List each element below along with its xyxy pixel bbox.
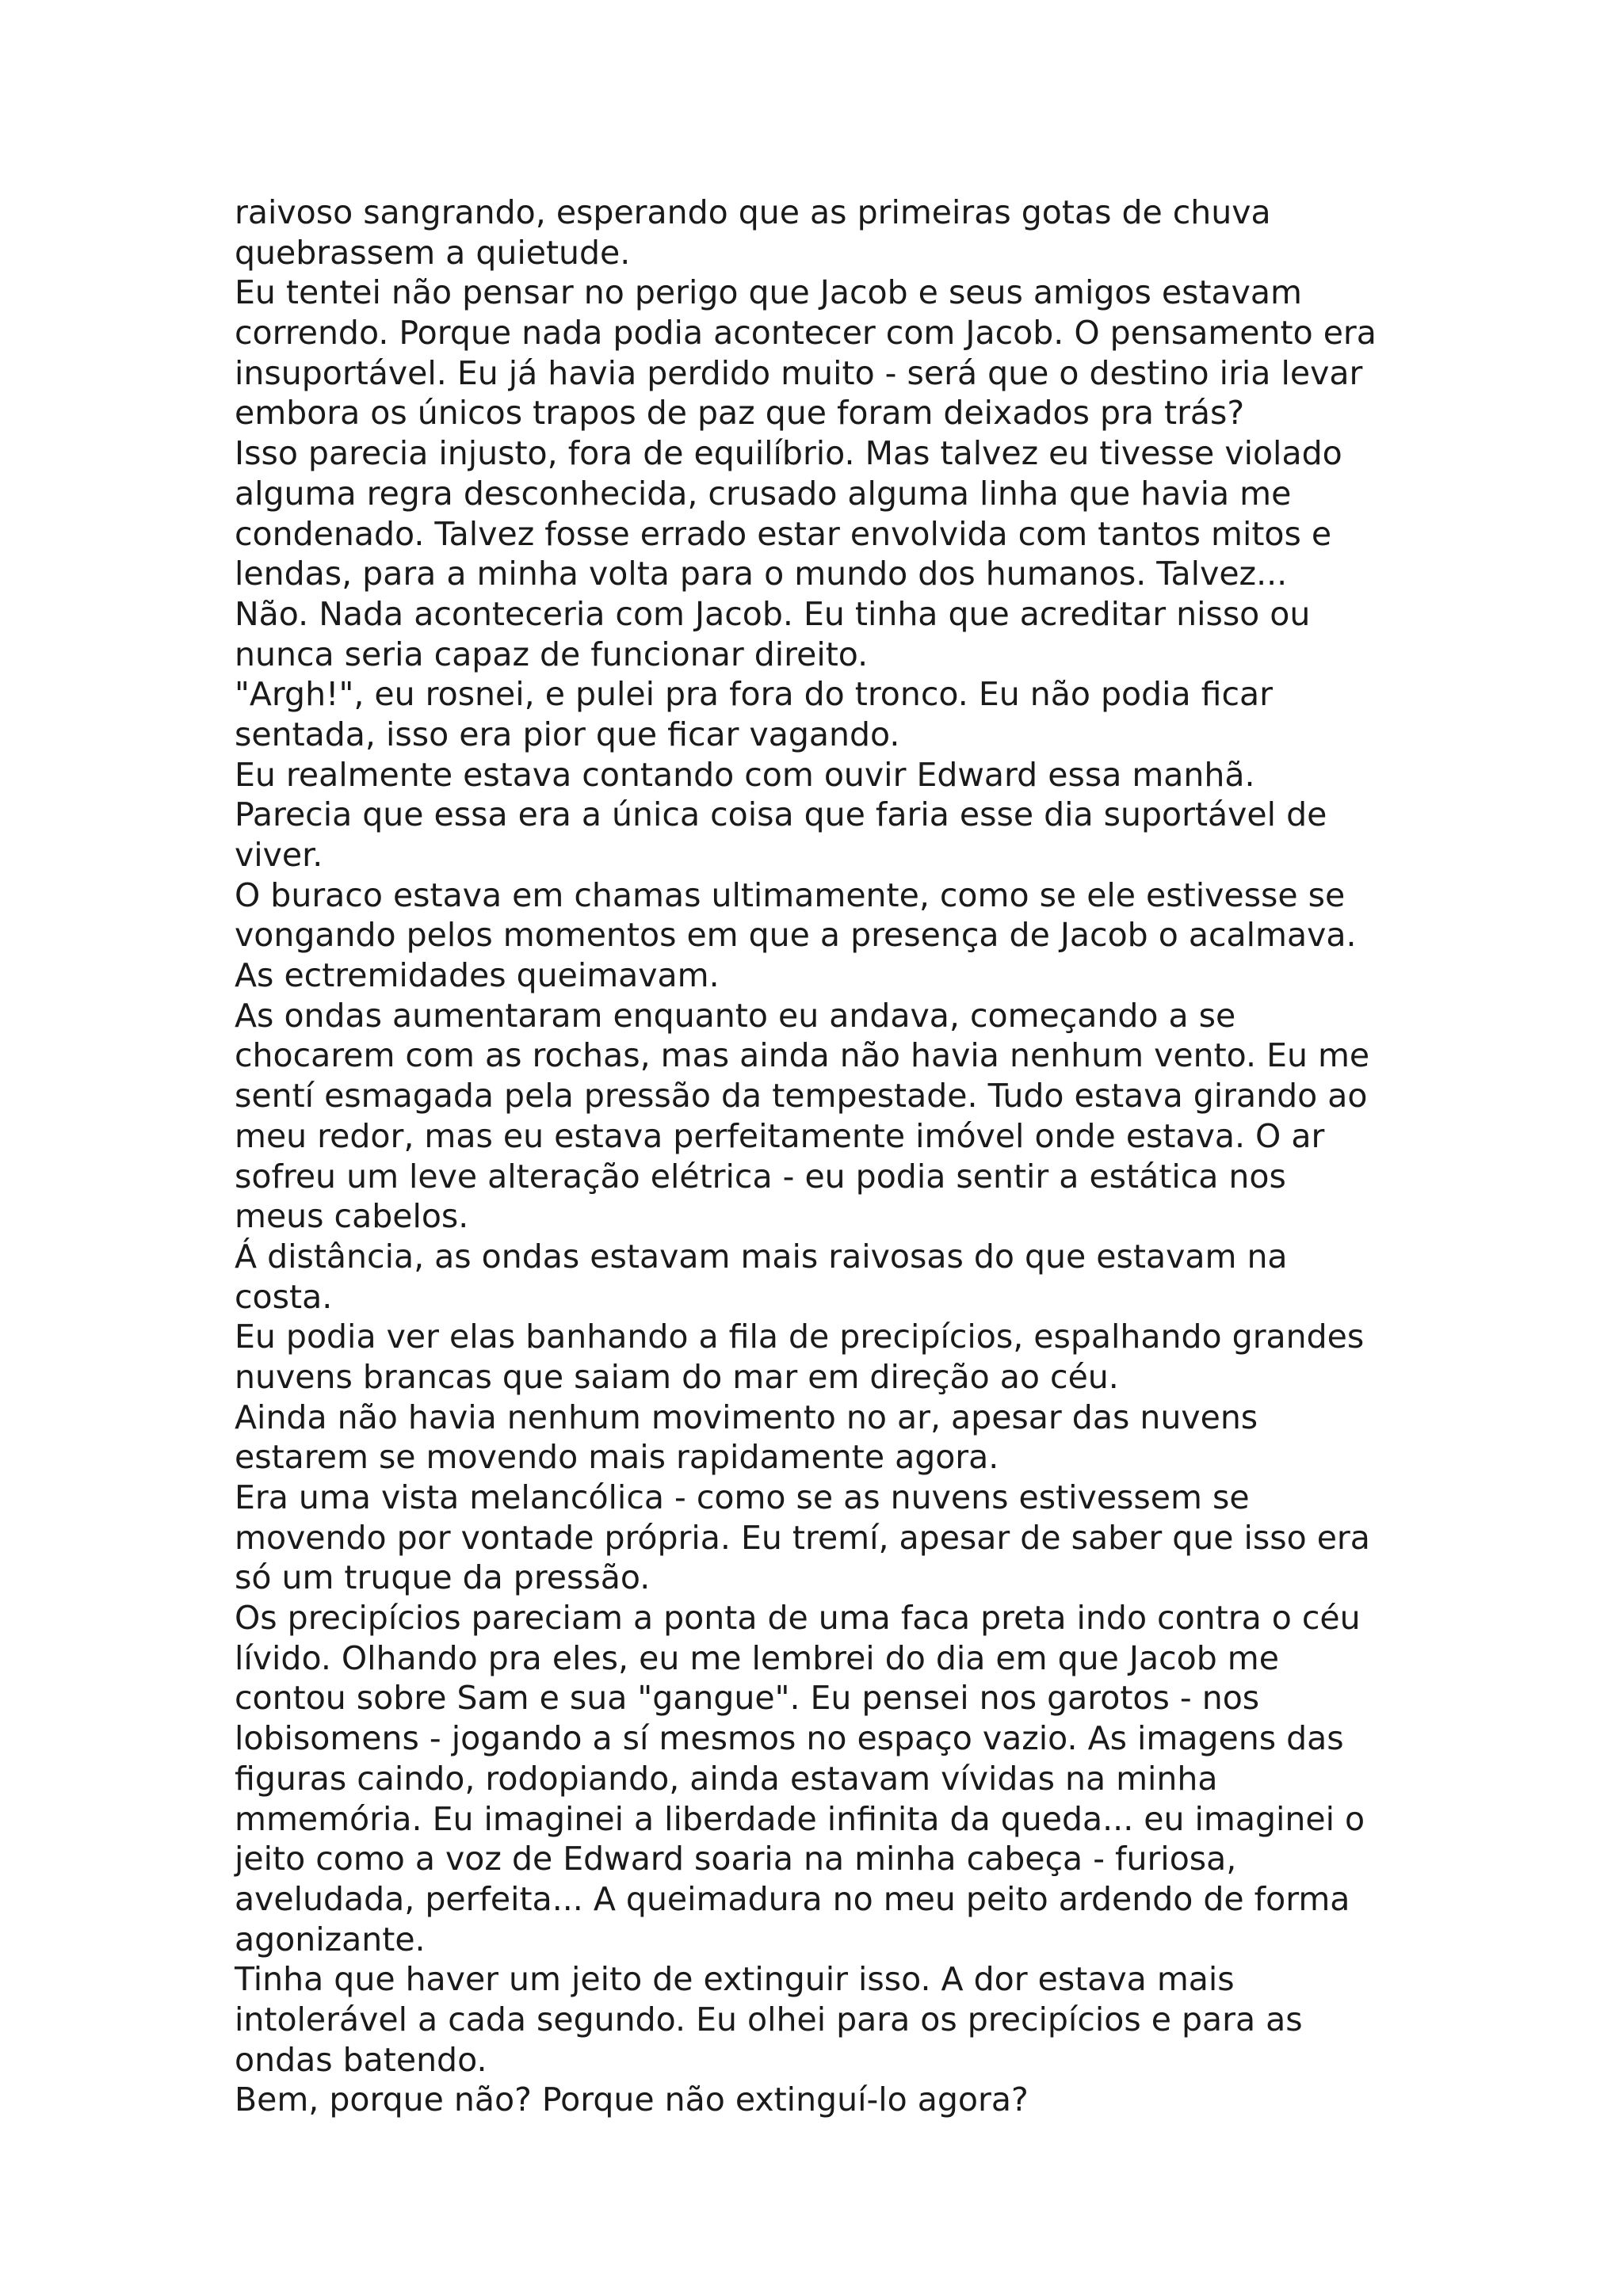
text-line: meus cabelos. — [235, 1197, 469, 1236]
text-line: correndo. Porque nada podia acontecer com Jacob. O pensamento era — [235, 314, 1377, 353]
text-line: Eu tentei não pensar no perigo que Jacob e seus amigos estavam — [235, 273, 1302, 312]
text-line: Era uma vista melancólica - como se as nuvens estivessem se — [235, 1478, 1250, 1516]
text-line: insuportável. Eu já havia perdido muito - será que o destino iria levar — [235, 353, 1363, 392]
text-line: movendo por vontade própria. Eu tremí, apesar de saber que isso era — [235, 1518, 1370, 1557]
text-line: estarem se movendo mais rapidamente agora. — [235, 1438, 999, 1477]
body-text — [235, 193, 1423, 2120]
text-line: quebrassem a quietude. — [235, 233, 631, 272]
text-line: Não. Nada aconteceria com Jacob. Eu tinha que acreditar nisso ou — [235, 594, 1311, 633]
text-line: ondas batendo. — [235, 2040, 487, 2079]
text-line: nuvens brancas que saiam do mar em direção ao céu. — [235, 1357, 1119, 1396]
text-line: Bem, porque não? Porque não extinguí-lo agora? — [235, 2081, 1029, 2119]
text-line: As ectremidades queimavam. — [235, 956, 720, 995]
text-line: lobisomens - jogando a sí mesmos no espaço vazio. As imagens das — [235, 1719, 1344, 1758]
text-line: jeito como a voz de Edward soaria na minha cabeça - furiosa, — [235, 1840, 1237, 1878]
text-line: lívido. Olhando pra eles, eu me lembrei do dia em que Jacob me — [235, 1638, 1279, 1677]
text-line: Os precipícios pareciam a ponta de uma faca preta indo contra o céu — [235, 1599, 1361, 1638]
text-line: agonizante. — [235, 1920, 426, 1958]
text-line: sentí esmagada pela pressão da tempestade. Tudo estava girando ao — [235, 1077, 1368, 1116]
text-line: Á distância, as ondas estavam mais raivosas do que estavam na — [235, 1237, 1288, 1276]
text-line: Eu realmente estava contando com ouvir Edward essa manhã. — [235, 755, 1255, 794]
text-line: viver. — [235, 836, 323, 874]
text-line: As ondas aumentaram enquanto eu andava, começando a se — [235, 996, 1236, 1035]
text-line: sentada, isso era pior que ficar vagando. — [235, 715, 900, 753]
text-line: embora os únicos trapos de paz que foram deixados pra trás? — [235, 394, 1245, 433]
text-line: só um truque da pressão. — [235, 1558, 651, 1597]
text-line: Ainda não havia nenhum movimento no ar, apesar das nuvens — [235, 1398, 1258, 1436]
text-line: chocarem com as rochas, mas ainda não havia nenhum vento. Eu me — [235, 1036, 1370, 1075]
text-line: mmemória. Eu imaginei a liberdade infinita da queda... eu imaginei o — [235, 1799, 1365, 1838]
text-line: raivoso sangrando, esperando que as primeiras gotas de chuva — [235, 193, 1271, 231]
text-line: "Argh!", eu rosnei, e pulei pra fora do tronco. Eu não podia ficar — [235, 675, 1273, 714]
text-line: lendas, para a minha volta para o mundo dos humanos. Talvez... — [235, 555, 1288, 593]
text-line: aveludada, perfeita... A queimadura no meu peito ardendo de forma — [235, 1879, 1350, 1918]
text-line: meu redor, mas eu estava perfeitamente imóvel onde estava. O ar — [235, 1116, 1325, 1155]
text-line: Eu podia ver elas banhando a fila de precipícios, espalhando grandes — [235, 1318, 1365, 1356]
text-line: alguma regra desconhecida, crusado alguma linha que havia me — [235, 474, 1292, 513]
text-line: Isso parecia injusto, fora de equilíbrio. Mas talvez eu tivesse violado — [235, 434, 1342, 473]
text-line: O buraco estava em chamas ultimamente, como se ele estivesse se — [235, 875, 1346, 914]
text-line: intolerável a cada segundo. Eu olhei para os precipícios e para as — [235, 2000, 1303, 2039]
text-line: vongando pelos momentos em que a presença de Jacob o acalmava. — [235, 916, 1357, 955]
text-line: Parecia que essa era a única coisa que faria esse dia suportável de — [235, 795, 1327, 834]
text-line: contou sobre Sam e sua "gangue". Eu pensei nos garotos - nos — [235, 1679, 1260, 1718]
text-line: costa. — [235, 1277, 333, 1316]
text-line: sofreu um leve alteração elétrica - eu podia sentir a estática nos — [235, 1157, 1286, 1196]
text-line: figuras caindo, rodopiando, ainda estavam vívidas na minha — [235, 1759, 1218, 1798]
text-line: Tinha que haver um jeito de extinguir isso. A dor estava mais — [235, 1960, 1235, 1999]
text-line: nunca seria capaz de funcionar direito. — [235, 635, 869, 673]
text-line: condenado. Talvez fosse errado estar envolvida com tantos mitos e — [235, 514, 1332, 553]
